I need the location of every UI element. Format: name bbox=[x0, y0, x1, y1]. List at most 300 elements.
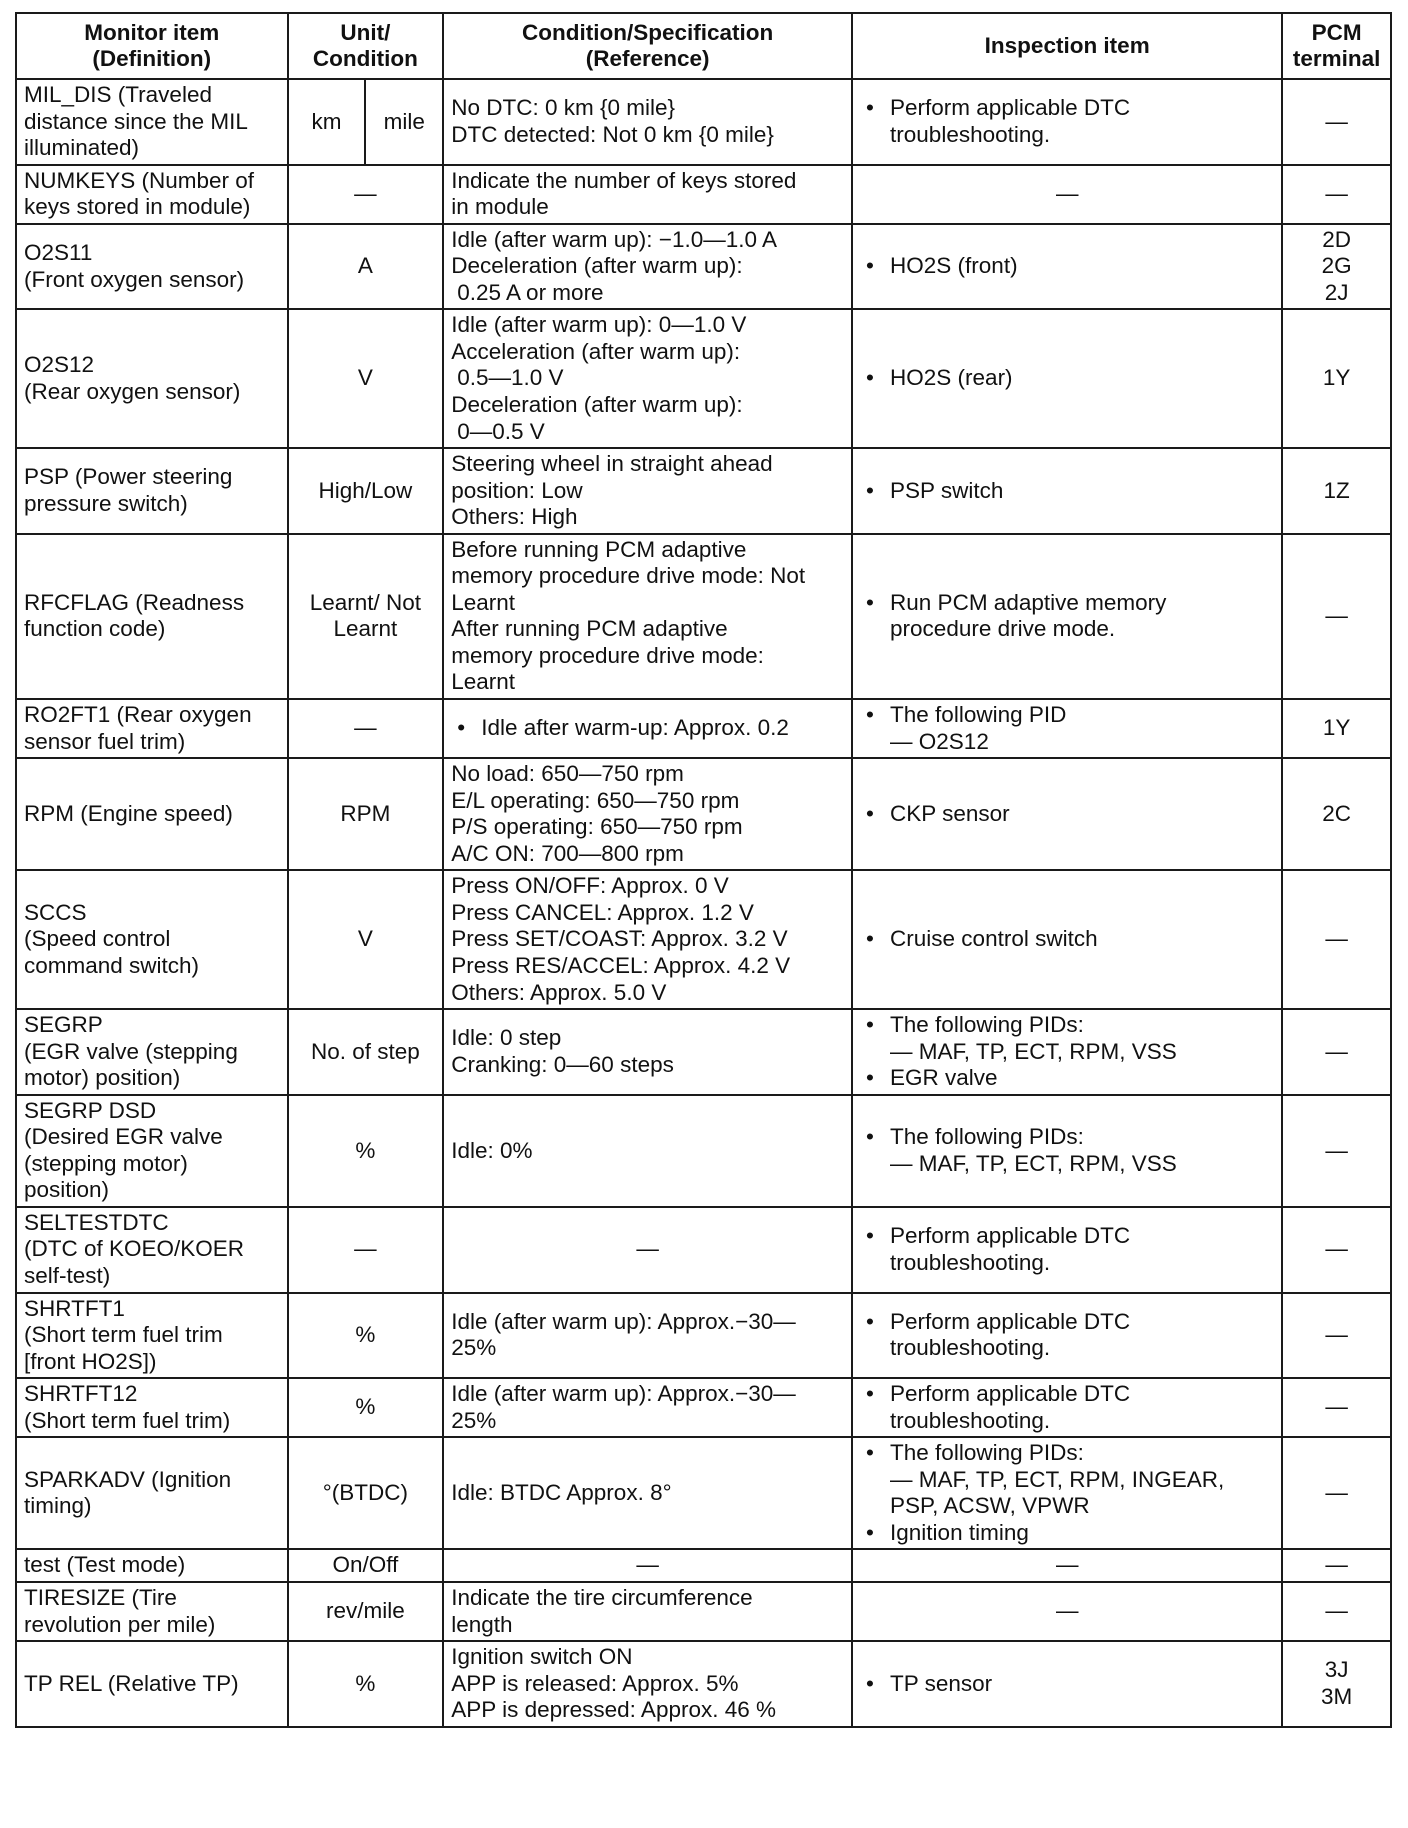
monitor-item-cell bbox=[16, 699, 288, 758]
pcm-terminal-cell bbox=[1282, 1549, 1391, 1582]
header-text-line: (Definition) bbox=[92, 46, 212, 71]
monitor-item-text: distance since the MIL bbox=[24, 108, 248, 134]
condition-text: Learnt bbox=[451, 669, 516, 695]
inspection-cell bbox=[852, 1437, 1282, 1549]
inspection-bullet-item bbox=[860, 95, 1274, 148]
condition-cell bbox=[443, 79, 852, 165]
pcm-terminal-cell bbox=[1282, 870, 1391, 1009]
unit-text: — bbox=[354, 1236, 377, 1262]
pcm-terminal-text: — bbox=[1325, 603, 1348, 629]
condition-text: Idle (after warm up): 0—1.0 V bbox=[451, 312, 747, 338]
condition-text: Deceleration (after warm up): bbox=[451, 392, 743, 418]
condition-cell bbox=[443, 870, 852, 1009]
pcm-terminal-text: — bbox=[1325, 1598, 1348, 1624]
header-text-line: Condition bbox=[312, 46, 418, 71]
inspection-cell bbox=[852, 79, 1282, 165]
pcm-terminal-text: — bbox=[1325, 1137, 1348, 1163]
inspection-text: HO2S (rear) bbox=[890, 365, 1013, 391]
monitor-item-table bbox=[15, 12, 1392, 1728]
condition-bullet-item bbox=[451, 715, 844, 742]
inspection-bullet-list bbox=[860, 1124, 1274, 1177]
monitor-item-text: SEGRP DSD bbox=[24, 1097, 157, 1123]
bullet-icon: • bbox=[866, 800, 874, 826]
unit-cell bbox=[288, 1582, 444, 1641]
inspection-text: PSP, ACSW, VPWR bbox=[890, 1493, 1090, 1519]
inspection-text: troubleshooting. bbox=[890, 1335, 1051, 1361]
monitor-item-text: SHRTFT12 bbox=[24, 1381, 138, 1407]
pcm-terminal-cell bbox=[1282, 758, 1391, 870]
monitor-item-text: MIL_DIS (Traveled bbox=[24, 82, 212, 107]
monitor-item-cell bbox=[16, 534, 288, 699]
monitor-item-text: function code) bbox=[24, 616, 166, 642]
unit-text: Learnt/ Not bbox=[309, 589, 422, 615]
inspection-text: EGR valve bbox=[890, 1065, 998, 1091]
inspection-bullet-list bbox=[860, 365, 1274, 392]
pcm-terminal-cell bbox=[1282, 699, 1391, 758]
condition-cell: — bbox=[443, 1207, 852, 1293]
condition-text: Deceleration (after warm up): bbox=[451, 253, 743, 279]
condition-cell bbox=[443, 1293, 852, 1379]
monitor-item-text: pressure switch) bbox=[24, 490, 188, 516]
inspection-cell: — bbox=[852, 1549, 1282, 1582]
pcm-terminal-cell bbox=[1282, 309, 1391, 448]
monitor-item-text: (Rear oxygen sensor) bbox=[24, 378, 241, 404]
inspection-cell bbox=[852, 870, 1282, 1009]
inspection-text: Perform applicable DTC bbox=[890, 95, 1131, 121]
unit-text: V bbox=[357, 926, 373, 952]
bullet-icon: • bbox=[866, 365, 874, 391]
unit-text: °(BTDC) bbox=[322, 1480, 408, 1506]
inspection-cell bbox=[852, 309, 1282, 448]
condition-text: Learnt bbox=[451, 589, 516, 615]
monitor-item-text: SHRTFT1 bbox=[24, 1295, 125, 1321]
pcm-terminal-text: 2C bbox=[1322, 800, 1352, 826]
table-row bbox=[16, 1549, 1391, 1582]
header-row bbox=[16, 13, 1391, 79]
inspection-bullet-item bbox=[860, 590, 1274, 643]
inspection-text: — O2S12 bbox=[890, 728, 989, 754]
condition-text: Ignition switch ON bbox=[451, 1644, 633, 1670]
unit-cell bbox=[288, 1095, 444, 1207]
inspection-bullet-list bbox=[860, 702, 1274, 755]
monitor-item-cell bbox=[16, 448, 288, 534]
condition-cell bbox=[443, 165, 852, 224]
pcm-terminal-text: 1Y bbox=[1322, 365, 1351, 391]
inspection-text: troubleshooting. bbox=[890, 1407, 1051, 1433]
condition-text: After running PCM adaptive bbox=[451, 616, 728, 642]
inspection-cell bbox=[852, 1207, 1282, 1293]
monitor-item-text: timing) bbox=[24, 1493, 92, 1519]
unit-text: rev/mile bbox=[325, 1598, 405, 1624]
header-condition-specification bbox=[443, 13, 852, 79]
inspection-cell bbox=[852, 448, 1282, 534]
inspection-bullet-list bbox=[860, 1381, 1274, 1434]
inspection-text: CKP sensor bbox=[890, 800, 1010, 826]
condition-text: Acceleration (after warm up): bbox=[451, 338, 741, 364]
table-row bbox=[16, 870, 1391, 1009]
pcm-terminal-cell bbox=[1282, 165, 1391, 224]
pcm-terminal-cell bbox=[1282, 448, 1391, 534]
table-row bbox=[16, 534, 1391, 699]
monitor-item-text: (Desired EGR valve bbox=[24, 1124, 223, 1150]
monitor-item-sheet bbox=[15, 12, 1392, 1728]
table-row bbox=[16, 224, 1391, 310]
inspection-bullet-item bbox=[860, 801, 1274, 828]
monitor-item-text: motor) position) bbox=[24, 1065, 181, 1091]
unit-text: High/Low bbox=[318, 477, 413, 503]
condition-text: Press RES/ACCEL: Approx. 4.2 V bbox=[451, 952, 791, 978]
monitor-item-text: PSP (Power steering bbox=[24, 464, 233, 490]
condition-cell bbox=[443, 224, 852, 310]
bullet-icon: • bbox=[866, 477, 874, 503]
bullet-icon: • bbox=[457, 715, 466, 741]
condition-cell bbox=[443, 1095, 852, 1207]
pcm-terminal-cell bbox=[1282, 534, 1391, 699]
inspection-bullet-item bbox=[860, 1440, 1274, 1520]
inspection-bullet-list bbox=[860, 253, 1274, 280]
condition-text: 25% bbox=[451, 1407, 497, 1433]
unit-cell bbox=[288, 309, 444, 448]
table-row bbox=[16, 165, 1391, 224]
pcm-terminal-cell bbox=[1282, 1095, 1391, 1207]
inspection-cell: — bbox=[852, 165, 1282, 224]
table-row bbox=[16, 1582, 1391, 1641]
monitor-item-text: (Front oxygen sensor) bbox=[24, 266, 245, 292]
table-row bbox=[16, 1293, 1391, 1379]
inspection-bullet-list bbox=[860, 95, 1274, 148]
unit-cell bbox=[288, 1437, 444, 1549]
monitor-item-text: SEGRP bbox=[24, 1012, 103, 1038]
table-row bbox=[16, 79, 1391, 165]
bullet-icon: • bbox=[866, 1012, 874, 1038]
condition-text: Indicate the tire circumference bbox=[451, 1584, 753, 1610]
unit-cell bbox=[288, 1549, 444, 1582]
header-text-line: Condition/Specification bbox=[522, 20, 774, 46]
condition-text: E/L operating: 650—750 rpm bbox=[451, 787, 740, 813]
pcm-terminal-text: 1Y bbox=[1322, 715, 1351, 741]
unit-cell bbox=[288, 534, 444, 699]
monitor-item-cell bbox=[16, 79, 288, 165]
inspection-cell: — bbox=[852, 1582, 1282, 1641]
pcm-terminal-cell bbox=[1282, 1378, 1391, 1437]
inspection-text: Ignition timing bbox=[890, 1519, 1029, 1545]
inspection-cell bbox=[852, 1009, 1282, 1095]
unit-cell-km: km bbox=[288, 79, 366, 165]
unit-text: % bbox=[355, 1322, 376, 1348]
inspection-text: — MAF, TP, ECT, RPM, VSS bbox=[890, 1150, 1177, 1176]
monitor-item-text: RFCFLAG (Readness bbox=[24, 589, 245, 615]
monitor-item-text: (Short term fuel trim bbox=[24, 1322, 223, 1348]
inspection-bullet-list bbox=[860, 926, 1274, 953]
table-row bbox=[16, 699, 1391, 758]
unit-cell bbox=[288, 870, 444, 1009]
inspection-bullet-item bbox=[860, 1223, 1274, 1276]
condition-text: Steering wheel in straight ahead bbox=[451, 451, 773, 477]
pcm-terminal-text: — bbox=[1325, 1480, 1348, 1506]
inspection-bullet-item bbox=[860, 1309, 1274, 1362]
pcm-terminal-text: — bbox=[1325, 1394, 1348, 1420]
table-row bbox=[16, 758, 1391, 870]
condition-cell bbox=[443, 1009, 852, 1095]
unit-text: — bbox=[354, 715, 377, 741]
inspection-bullet-item bbox=[860, 1012, 1274, 1065]
inspection-bullet-list bbox=[860, 1223, 1274, 1276]
monitor-item-cell bbox=[16, 309, 288, 448]
inspection-bullet-item bbox=[860, 1671, 1274, 1698]
monitor-item-text: illuminated) bbox=[24, 135, 140, 161]
condition-text: position: Low bbox=[451, 477, 583, 503]
monitor-item-text: O2S12 bbox=[24, 352, 95, 378]
condition-cell bbox=[443, 448, 852, 534]
inspection-bullet-list bbox=[860, 1440, 1274, 1546]
monitor-item-text: RO2FT1 (Rear oxygen bbox=[24, 702, 252, 728]
bullet-icon: • bbox=[866, 1308, 874, 1334]
pcm-terminal-text: 3M bbox=[1321, 1683, 1353, 1709]
condition-text: Idle (after warm up): Approx.−30— bbox=[451, 1308, 796, 1334]
condition-cell bbox=[443, 758, 852, 870]
bullet-icon: • bbox=[866, 1670, 874, 1696]
bullet-icon: • bbox=[866, 926, 874, 952]
condition-text: No load: 650—750 rpm bbox=[451, 761, 684, 787]
unit-cell bbox=[288, 1378, 444, 1437]
inspection-cell bbox=[852, 1095, 1282, 1207]
condition-cell bbox=[443, 1582, 852, 1641]
inspection-cell bbox=[852, 224, 1282, 310]
table-row bbox=[16, 1207, 1391, 1293]
unit-cell bbox=[288, 699, 444, 758]
pcm-terminal-text: 2J bbox=[1324, 279, 1349, 305]
unit-cell bbox=[288, 1207, 444, 1293]
monitor-item-text: (DTC of KOEO/KOER bbox=[24, 1236, 245, 1262]
inspection-text: PSP switch bbox=[890, 477, 1004, 503]
monitor-item-text: O2S11 bbox=[24, 240, 93, 265]
condition-cell bbox=[443, 1437, 852, 1549]
inspection-text: Perform applicable DTC bbox=[890, 1381, 1131, 1407]
pcm-terminal-text: — bbox=[1325, 926, 1348, 952]
monitor-item-text: position) bbox=[24, 1177, 110, 1203]
unit-text: Learnt bbox=[333, 616, 398, 642]
pcm-terminal-text: 2D bbox=[1322, 226, 1352, 252]
condition-cell bbox=[443, 1641, 852, 1727]
condition-text: No DTC: 0 km {0 mile} bbox=[451, 95, 676, 121]
condition-text: Idle after warm-up: Approx. 0.2 bbox=[481, 715, 789, 741]
pcm-terminal-text: 2G bbox=[1321, 253, 1352, 279]
condition-text: Others: High bbox=[451, 504, 578, 530]
condition-text: Idle (after warm up): −1.0—1.0 A bbox=[451, 226, 778, 252]
condition-text: APP is depressed: Approx. 46 % bbox=[451, 1697, 777, 1723]
condition-text: Indicate the number of keys stored bbox=[451, 167, 797, 193]
header-text-line: Monitor item bbox=[84, 20, 220, 46]
table-row bbox=[16, 1641, 1391, 1727]
monitor-item-text: command switch) bbox=[24, 952, 200, 978]
table-row bbox=[16, 1437, 1391, 1549]
monitor-item-cell bbox=[16, 1378, 288, 1437]
unit-cell bbox=[288, 1009, 444, 1095]
inspection-text: Cruise control switch bbox=[890, 926, 1098, 952]
monitor-item-cell bbox=[16, 1009, 288, 1095]
condition-cell bbox=[443, 1378, 852, 1437]
unit-cell-mile: mile bbox=[365, 79, 443, 165]
inspection-bullet-item bbox=[860, 478, 1274, 505]
inspection-bullet-list bbox=[860, 801, 1274, 828]
unit-text: A bbox=[357, 253, 373, 279]
condition-text: Press CANCEL: Approx. 1.2 V bbox=[451, 899, 754, 925]
inspection-cell bbox=[852, 758, 1282, 870]
inspection-text: Perform applicable DTC bbox=[890, 1223, 1131, 1249]
unit-text: % bbox=[355, 1394, 376, 1420]
inspection-text: The following PID bbox=[890, 702, 1067, 728]
inspection-bullet-item bbox=[860, 1520, 1274, 1547]
header-text-line: Unit/ bbox=[340, 20, 391, 46]
bullet-icon: • bbox=[866, 1440, 874, 1466]
monitor-item-cell bbox=[16, 1095, 288, 1207]
condition-text: Idle: 0 step bbox=[451, 1025, 562, 1051]
unit-cell bbox=[288, 758, 444, 870]
condition-text: Idle: 0% bbox=[451, 1137, 533, 1163]
monitor-item-text: SPARKADV (Ignition bbox=[24, 1466, 232, 1492]
monitor-item-text: keys stored in module) bbox=[24, 194, 251, 220]
monitor-item-cell bbox=[16, 758, 288, 870]
monitor-item-cell bbox=[16, 1549, 288, 1582]
condition-text: Idle (after warm up): Approx.−30— bbox=[451, 1381, 796, 1407]
unit-cell bbox=[288, 1641, 444, 1727]
pcm-terminal-cell bbox=[1282, 1437, 1391, 1549]
bullet-icon: • bbox=[866, 589, 874, 615]
bullet-icon: • bbox=[866, 253, 874, 279]
table-row bbox=[16, 448, 1391, 534]
condition-text: Others: Approx. 5.0 V bbox=[451, 979, 667, 1005]
inspection-text: The following PIDs: bbox=[890, 1124, 1084, 1150]
bullet-icon: • bbox=[866, 1065, 874, 1091]
header-text-line: (Reference) bbox=[585, 46, 710, 71]
header-monitor-item bbox=[16, 13, 288, 79]
inspection-text: TP sensor bbox=[890, 1670, 993, 1696]
bullet-icon: • bbox=[866, 1519, 874, 1545]
unit-cell bbox=[288, 224, 444, 310]
condition-text: 0.25 A or more bbox=[457, 279, 604, 305]
monitor-item-text: revolution per mile) bbox=[24, 1611, 216, 1637]
condition-text: A/C ON: 700—800 rpm bbox=[451, 840, 684, 866]
inspection-text: Run PCM adaptive memory bbox=[890, 589, 1167, 615]
monitor-item-text: (Short term fuel trim) bbox=[24, 1407, 231, 1433]
monitor-item-text: (stepping motor) bbox=[24, 1150, 188, 1176]
monitor-item-text: NUMKEYS (Number of bbox=[24, 167, 255, 193]
header-text-line: terminal bbox=[1292, 46, 1381, 71]
inspection-cell bbox=[852, 699, 1282, 758]
bullet-icon: • bbox=[866, 1223, 874, 1249]
inspection-bullet-item bbox=[860, 1065, 1274, 1092]
inspection-bullet-list bbox=[860, 1012, 1274, 1092]
monitor-item-cell bbox=[16, 1582, 288, 1641]
inspection-bullet-item bbox=[860, 365, 1274, 392]
inspection-text: procedure drive mode. bbox=[890, 616, 1116, 642]
table-row bbox=[16, 309, 1391, 448]
monitor-item-text: SCCS bbox=[24, 899, 87, 925]
pcm-terminal-text: — bbox=[1325, 1038, 1348, 1064]
inspection-text: — MAF, TP, ECT, RPM, VSS bbox=[890, 1038, 1177, 1064]
monitor-item-cell bbox=[16, 165, 288, 224]
condition-text: memory procedure drive mode: Not bbox=[451, 563, 806, 589]
condition-cell: — bbox=[443, 1549, 852, 1582]
inspection-text: HO2S (front) bbox=[890, 253, 1018, 279]
monitor-item-text: sensor fuel trim) bbox=[24, 728, 186, 754]
monitor-item-text: (EGR valve (stepping bbox=[24, 1038, 238, 1064]
monitor-item-cell bbox=[16, 1641, 288, 1727]
unit-cell bbox=[288, 448, 444, 534]
condition-bullet-list bbox=[451, 715, 844, 742]
condition-text: Press SET/COAST: Approx. 3.2 V bbox=[451, 926, 788, 952]
bullet-icon: • bbox=[866, 702, 874, 728]
inspection-text: Perform applicable DTC bbox=[890, 1308, 1131, 1334]
pcm-terminal-cell bbox=[1282, 1207, 1391, 1293]
monitor-item-text: RPM (Engine speed) bbox=[24, 800, 233, 826]
pcm-terminal-text: 3J bbox=[1324, 1657, 1349, 1683]
condition-text: Cranking: 0—60 steps bbox=[451, 1051, 674, 1077]
pcm-terminal-cell bbox=[1282, 1582, 1391, 1641]
condition-text: APP is released: Approx. 5% bbox=[451, 1670, 739, 1696]
inspection-bullet-item bbox=[860, 253, 1274, 280]
condition-text: P/S operating: 650—750 rpm bbox=[451, 814, 743, 840]
table-row bbox=[16, 1009, 1391, 1095]
pcm-terminal-text: 1Z bbox=[1323, 477, 1350, 503]
condition-cell bbox=[443, 534, 852, 699]
inspection-cell bbox=[852, 1378, 1282, 1437]
condition-text: Before running PCM adaptive bbox=[451, 536, 747, 562]
monitor-item-cell bbox=[16, 1437, 288, 1549]
unit-text: RPM bbox=[340, 800, 391, 826]
monitor-item-cell bbox=[16, 1293, 288, 1379]
pcm-terminal-text: — bbox=[1325, 1236, 1348, 1262]
pcm-terminal-text: — bbox=[1325, 1322, 1348, 1348]
inspection-bullet-list bbox=[860, 1309, 1274, 1362]
header-unit-condition bbox=[288, 13, 444, 79]
header-text-line: PCM bbox=[1311, 20, 1362, 46]
monitor-item-cell bbox=[16, 224, 288, 310]
pcm-terminal-cell bbox=[1282, 224, 1391, 310]
inspection-cell bbox=[852, 1293, 1282, 1379]
inspection-text: troubleshooting. bbox=[890, 121, 1051, 147]
condition-text: Idle: BTDC Approx. 8° bbox=[451, 1480, 672, 1506]
monitor-item-text: TP REL (Relative TP) bbox=[24, 1670, 239, 1696]
inspection-bullet-list bbox=[860, 478, 1274, 505]
condition-cell bbox=[443, 699, 852, 758]
inspection-cell bbox=[852, 534, 1282, 699]
inspection-text: The following PIDs: bbox=[890, 1012, 1084, 1038]
table-row bbox=[16, 1378, 1391, 1437]
unit-text: V bbox=[357, 365, 373, 391]
condition-text: length bbox=[451, 1611, 513, 1637]
inspection-cell bbox=[852, 1641, 1282, 1727]
bullet-icon: • bbox=[866, 95, 874, 121]
monitor-item-text: (Speed control bbox=[24, 926, 171, 952]
unit-text: On/Off bbox=[332, 1552, 399, 1578]
unit-cell bbox=[288, 165, 444, 224]
inspection-text: — MAF, TP, ECT, RPM, INGEAR, bbox=[890, 1466, 1225, 1492]
inspection-text: troubleshooting. bbox=[890, 1249, 1051, 1275]
header-text-line: Inspection item bbox=[984, 33, 1150, 59]
bullet-icon: • bbox=[866, 1381, 874, 1407]
condition-text: 0.5—1.0 V bbox=[457, 365, 564, 391]
inspection-bullet-list bbox=[860, 590, 1274, 643]
unit-text: — bbox=[354, 180, 377, 206]
header-inspection-item bbox=[852, 13, 1282, 79]
pcm-terminal-cell bbox=[1282, 1293, 1391, 1379]
pcm-terminal-text: — bbox=[1325, 108, 1348, 134]
monitor-item-text: SELTESTDTC bbox=[24, 1209, 169, 1235]
condition-text: memory procedure drive mode: bbox=[451, 642, 764, 668]
unit-cell bbox=[288, 1293, 444, 1379]
inspection-bullet-item bbox=[860, 1381, 1274, 1434]
